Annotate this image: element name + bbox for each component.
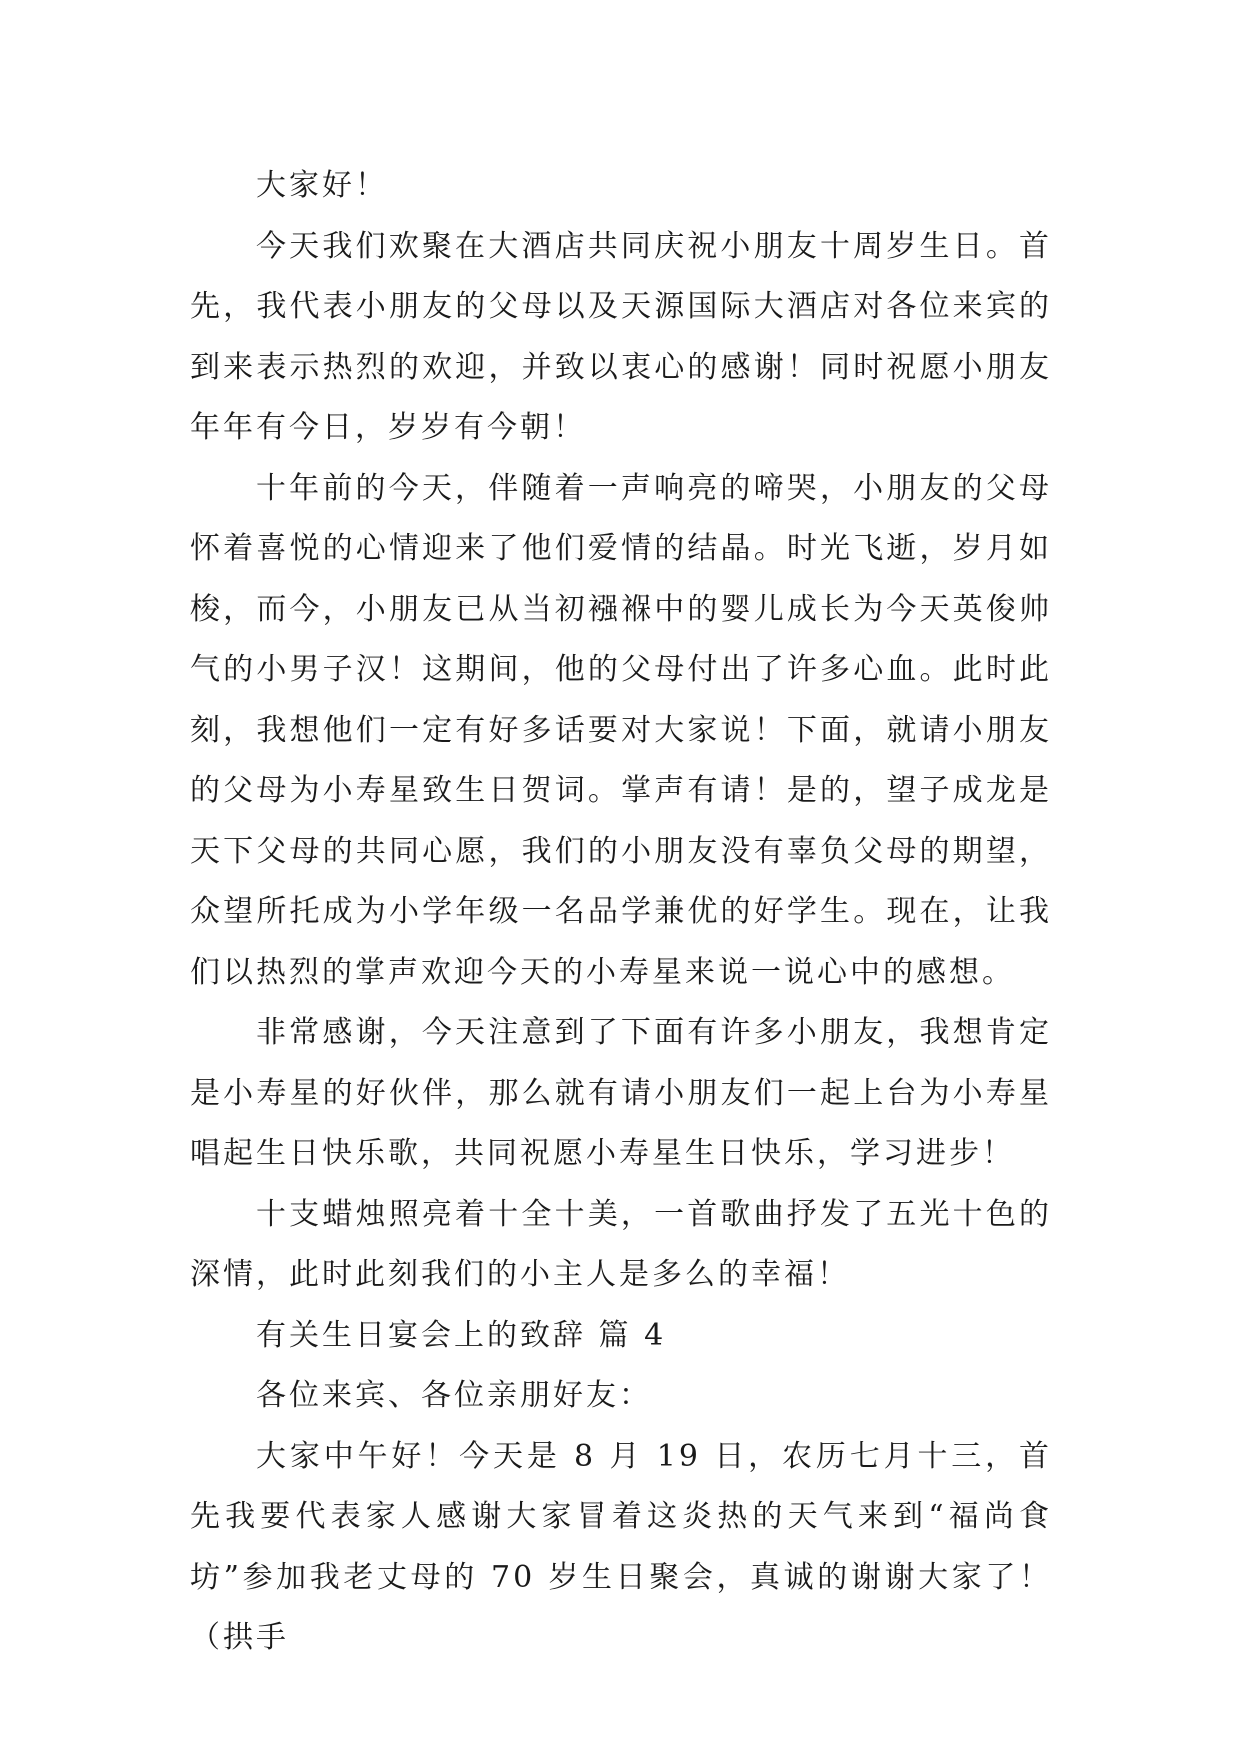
opening-paragraph: 大家中午好！今天是 8 月 19 日，农历七月十三，首先我要代表家人感谢大家冒着这炎热的天气来到“福尚食坊”参加我老丈母的 70 岁生日聚会，真诚的谢谢大家了！（拱手 bbox=[190, 1438, 1052, 1655]
thanks-paragraph: 非常感谢，今天注意到了下面有许多小朋友，我想肯定是小寿星的好伙伴，那么就有请小朋友们一起上台为小寿星唱起生日快乐歌，共同祝愿小寿星生日快乐，学习进步！ bbox=[190, 1015, 1052, 1171]
greeting-paragraph: 大家好！ bbox=[256, 168, 388, 203]
candles-paragraph: 十支蜡烛照亮着十全十美，一首歌曲抒发了五光十色的深情，此时此刻我们的小主人是多么的幸福！ bbox=[190, 1196, 1052, 1292]
document-body bbox=[190, 156, 1052, 1669]
salutation-paragraph: 各位来宾、各位亲朋好友： bbox=[256, 1378, 652, 1413]
story-paragraph: 十年前的今天，伴随着一声响亮的啼哭，小朋友的父母怀着喜悦的心情迎来了他们爱情的结晶。时光飞逝，岁月如梭，而今，小朋友已从当初襁褓中的婴儿成长为今天英俊帅气的小男子汉！这期间，他的父母付出了许多心血。此时此刻，我想他们一定有好多话要对大家说！下面，就请小朋友的父母为小寿星致生日贺词。掌声有请！是的，望子成龙是天下父母的共同心愿，我们的小朋友没有辜负父母的期望，众望所托成为小学年级一名品学兼优的好学生。现在，让我们以热烈的掌声欢迎今天的小寿星来说一说心中的感想。 bbox=[190, 470, 1052, 990]
section-heading: 有关生日宴会上的致辞 篇 4 bbox=[256, 1317, 667, 1353]
welcome-paragraph: 今天我们欢聚在大酒店共同庆祝小朋友十周岁生日。首先，我代表小朋友的父母以及天源国际大酒店对各位来宾的到来表示热烈的欢迎，并致以衷心的感谢！同时祝愿小朋友年年有今日，岁岁有今朝！ bbox=[190, 228, 1052, 445]
